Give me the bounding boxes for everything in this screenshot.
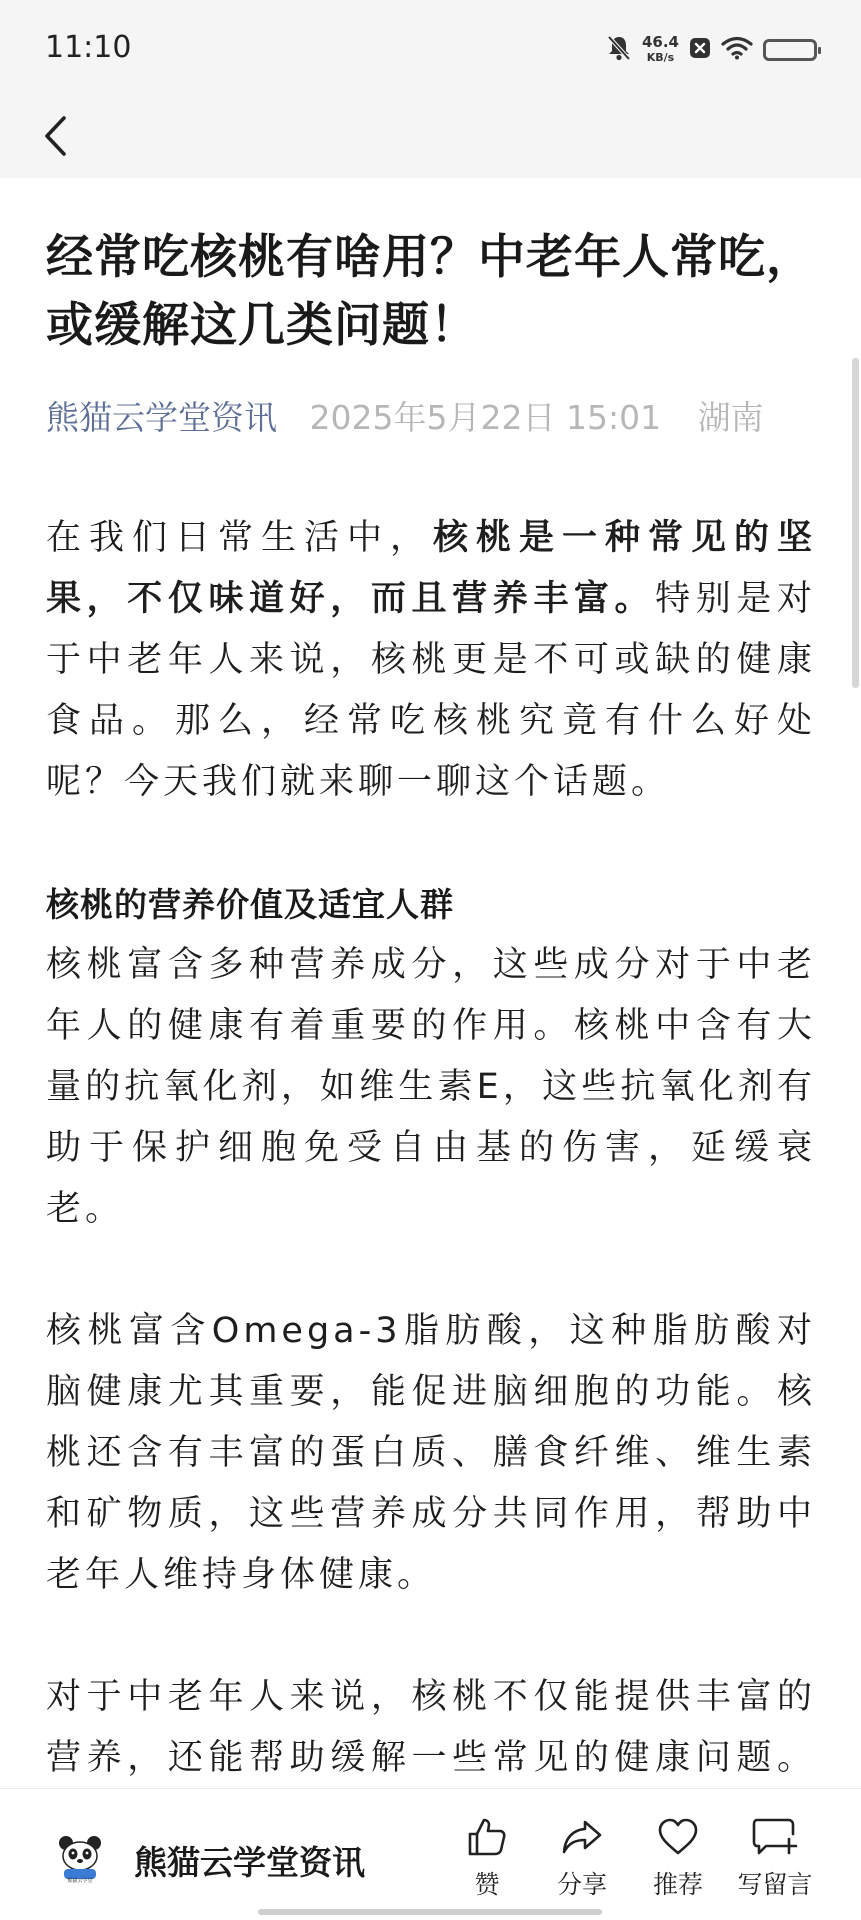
back-arrow-icon (42, 115, 68, 157)
article-meta (46, 392, 764, 439)
paragraph-elderly: 对于中老年人来说，核桃不仅能提供丰富的营养，还能帮助缓解一些常见的健康问题。 (46, 1677, 816, 1778)
status-time: 11:10 (45, 30, 132, 65)
recommend-button[interactable] (633, 1815, 723, 1901)
article-source-link[interactable]: 熊猫云学堂资讯 (46, 398, 277, 437)
section-heading: 核桃的营养价值及适宜人群 (46, 885, 454, 924)
write-comment-button[interactable] (730, 1815, 820, 1901)
article-body (46, 508, 816, 1850)
share-icon (560, 1815, 604, 1859)
paragraph-omega3: 核桃富含Omega-3脂肪酸，这种脂肪酸对脑健康尤其重要，能促进脑细胞的功能。核桃还含有丰富的蛋白质、膳食纤维、维生素和矿物质，这些营养成分共同作用，帮助中老年人维持身体健康。 (46, 1311, 816, 1595)
network-speed (642, 35, 679, 65)
write-comment-label: 写留言 (737, 1870, 813, 1899)
panda-logo-icon (52, 1829, 108, 1885)
comment-icon (751, 1815, 799, 1859)
heart-icon (656, 1815, 700, 1859)
wifi-icon (721, 36, 753, 64)
battery-icon (763, 39, 817, 61)
share-label: 分享 (556, 1870, 607, 1899)
recommend-label: 推荐 (652, 1870, 703, 1899)
like-button[interactable] (442, 1815, 532, 1901)
bottom-action-bar (0, 1788, 861, 1920)
like-label: 赞 (474, 1870, 500, 1899)
home-indicator[interactable] (258, 1909, 602, 1915)
account-name[interactable]: 熊猫云学堂资讯 (134, 1843, 365, 1882)
paragraph-nutrition: 核桃富含多种营养成分，这些成分对于中老年人的健康有着重要的作用。核桃中含有大量的抗氧化剂，如维生素E，这些抗氧化剂有助于保护细胞免受自由基的伤害，延缓衰老。 (46, 945, 816, 1229)
account-avatar[interactable] (52, 1829, 108, 1885)
back-button[interactable] (28, 106, 82, 166)
network-speed-unit: KB/s (646, 51, 675, 64)
nav-bar (0, 100, 861, 178)
article-location: 湖南 (697, 398, 764, 437)
status-icons (606, 32, 817, 68)
article-content[interactable] (0, 178, 861, 1788)
intro-bold-text: 核桃是一种常见的坚果，不仅味道好，而且营养丰富。 (46, 518, 816, 619)
avatar-caption: 熊猫云学堂 (67, 1878, 93, 1884)
paragraph-intro (46, 508, 816, 813)
mute-bell-icon (606, 34, 632, 66)
x-box-icon (689, 37, 711, 63)
article-title: 经常吃核桃有啥用？中老年人常吃，或缓解这几类问题！ (46, 230, 814, 353)
thumbs-up-icon (465, 1815, 509, 1859)
article-date: 2025年5月22日 15:01 (309, 398, 662, 437)
status-bar (0, 0, 861, 100)
scrollbar[interactable] (852, 358, 859, 688)
top-area (0, 0, 861, 178)
intro-text-b: 特别是对于中老年人来说，核桃更是不可或缺的健康食品。那么，经常吃核桃究竟有什么好处呢？今天我们就来聊一聊这个话题。 (46, 579, 816, 802)
share-button[interactable] (537, 1815, 627, 1901)
network-speed-value: 46.4 (641, 33, 679, 51)
intro-text-a: 在我们日常生活中， (46, 518, 433, 558)
